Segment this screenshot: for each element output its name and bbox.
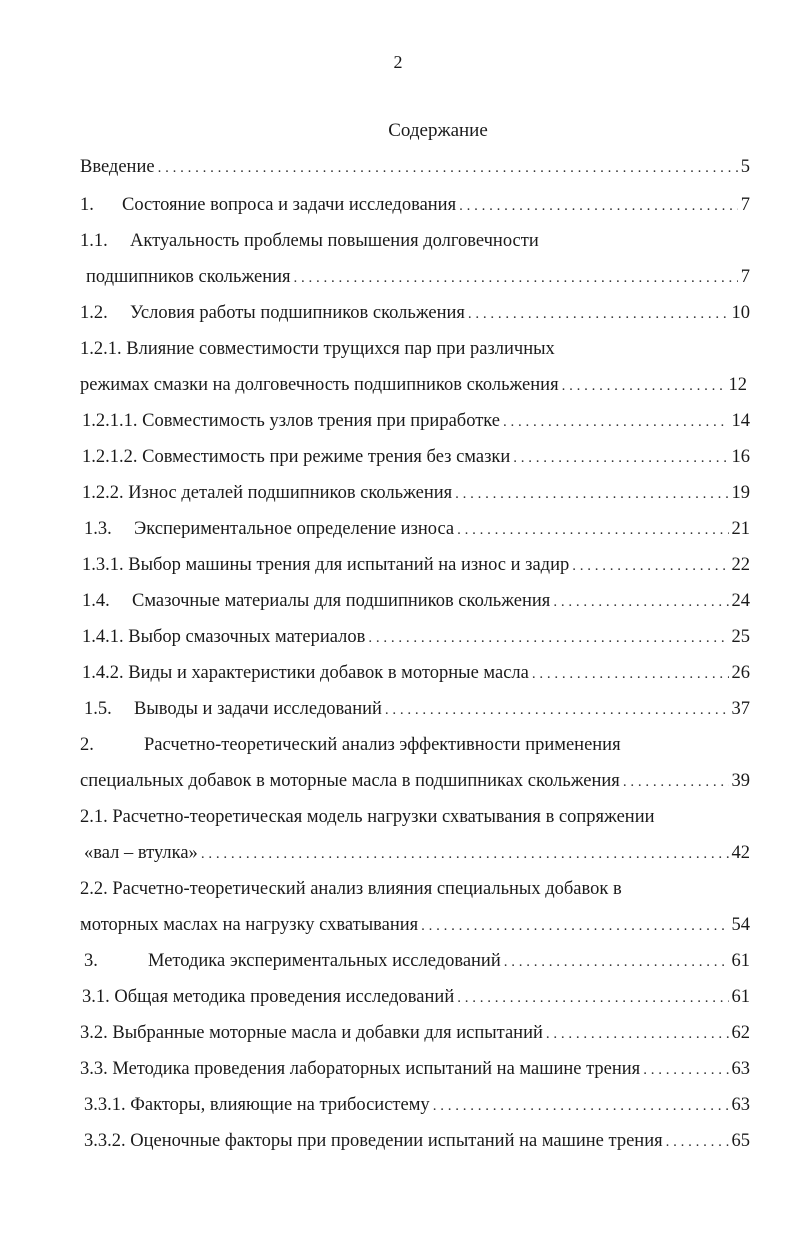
toc-leader-dots <box>643 1056 728 1082</box>
toc-entry-page: 19 <box>731 483 750 503</box>
toc-entry-page: 61 <box>731 951 750 971</box>
toc-entry-title: 3.3. Методика проведения лабораторных испытаний на машине трения <box>80 1059 641 1079</box>
toc-entry <box>84 516 750 542</box>
toc-entry <box>84 948 750 974</box>
toc-entry <box>80 1056 750 1082</box>
toc-entry-title: 1.2.1.1. Совместимость узлов трения при приработке <box>82 411 501 431</box>
toc-leader-dots <box>546 1020 729 1046</box>
toc-leader-dots <box>158 154 738 180</box>
toc-entry-number: 1. <box>80 195 94 215</box>
toc-entry <box>80 300 750 326</box>
toc-entry-page: 7 <box>740 195 750 215</box>
toc-leader-dots <box>504 948 729 974</box>
toc-leader-dots <box>572 552 728 578</box>
toc-entry <box>82 984 750 1010</box>
toc-entry <box>80 372 747 398</box>
toc-entry-title: моторных маслах на нагрузку схватывания <box>80 915 419 935</box>
page-number: 2 <box>393 52 403 72</box>
toc-leader-dots <box>532 660 729 686</box>
toc-entry-title: 2.2. Расчетно-теоретический анализ влияния специальных добавок в <box>80 879 622 899</box>
toc-leader-dots <box>368 624 728 650</box>
toc-entry <box>80 804 750 830</box>
toc-entry-title: «вал – втулка» <box>84 843 198 863</box>
toc-entry <box>80 336 750 362</box>
toc-entry-title: Актуальность проблемы повышения долговечности <box>130 231 539 251</box>
toc-entry-title: Методика экспериментальных исследований <box>148 951 501 971</box>
toc-entry <box>80 228 750 254</box>
toc-entry-title: специальных добавок в моторные масла в подшипниках скольжения <box>80 771 620 791</box>
toc-leader-dots <box>294 264 738 290</box>
toc-entry-title: Экспериментальное определение износа <box>134 519 455 539</box>
toc-entry-number: 1.5. <box>84 699 112 719</box>
toc-leader-dots <box>468 300 729 326</box>
toc-entry-title: Условия работы подшипников скольжения <box>130 303 465 323</box>
toc-entry-page: 37 <box>731 699 750 719</box>
toc-entry-page: 24 <box>731 591 750 611</box>
toc-entry-title: 3.2. Выбранные моторные масла и добавки для испытаний <box>80 1023 543 1043</box>
toc-entry <box>80 732 750 758</box>
toc-entry <box>82 588 750 614</box>
toc-entry <box>84 840 750 866</box>
toc-entry-number: 1.4. <box>82 591 110 611</box>
toc-entry-title: 1.2.1.2. Совместимость при режиме трения без смазки <box>82 447 511 467</box>
toc-entry-title: 2.1. Расчетно-теоретическая модель нагрузки схватывания в сопряжении <box>80 807 655 827</box>
toc-entry-page: 63 <box>731 1059 750 1079</box>
toc-entry-title: Смазочные материалы для подшипников скольжения <box>132 591 551 611</box>
toc-entry <box>84 1128 750 1154</box>
toc-leader-dots <box>513 444 728 470</box>
toc-leader-dots <box>553 588 728 614</box>
toc-entry-page: 16 <box>731 447 750 467</box>
toc-entry-page: 12 <box>728 375 747 395</box>
toc-entry-number: 3. <box>84 951 98 971</box>
toc-entry-title: 1.2.1. Влияние совместимости трущихся пар при различных <box>80 339 555 359</box>
toc-entry-page: 14 <box>731 411 750 431</box>
toc-leader-dots <box>455 480 728 506</box>
toc-entry-page: 42 <box>731 843 750 863</box>
toc-entry-number: 2. <box>80 735 94 755</box>
toc-entry-title: 1.4.1. Выбор смазочных материалов <box>82 627 366 647</box>
toc-entry-title: 3.1. Общая методика проведения исследований <box>82 987 455 1007</box>
toc-entry-title: 3.3.2. Оценочные факторы при проведении испытаний на машине трения <box>84 1131 663 1151</box>
toc-leader-dots <box>421 912 728 938</box>
toc-leader-dots <box>503 408 728 434</box>
toc-entry <box>80 876 750 902</box>
toc-entry-title: Расчетно-теоретический анализ эффективности применения <box>144 735 621 755</box>
toc-leader-dots <box>623 768 729 794</box>
toc-entry-page: 5 <box>740 157 750 177</box>
toc-entry <box>80 154 750 180</box>
toc-leader-dots <box>562 372 726 398</box>
toc-entry-title: Введение <box>80 157 155 177</box>
table-of-contents <box>0 150 796 1150</box>
toc-entry <box>82 624 750 650</box>
toc-entry-title: 1.3.1. Выбор машины трения для испытаний на износ и задир <box>82 555 570 575</box>
toc-entry <box>80 768 750 794</box>
toc-entry-page: 61 <box>731 987 750 1007</box>
toc-entry <box>84 1092 750 1118</box>
toc-entry <box>86 264 750 290</box>
toc-entry-page: 62 <box>731 1023 750 1043</box>
toc-leader-dots <box>457 984 728 1010</box>
toc-entry-number: 1.1. <box>80 231 108 251</box>
toc-entry-page: 54 <box>731 915 750 935</box>
toc-entry <box>82 660 750 686</box>
toc-entry-number: 1.3. <box>84 519 112 539</box>
toc-entry <box>84 696 750 722</box>
toc-leader-dots <box>201 840 729 866</box>
toc-entry <box>82 552 750 578</box>
toc-entry-page: 25 <box>731 627 750 647</box>
toc-entry-number: 1.2. <box>80 303 108 323</box>
toc-leader-dots <box>433 1092 729 1118</box>
toc-entry <box>80 912 750 938</box>
toc-entry-page: 10 <box>731 303 750 323</box>
toc-entry-page: 7 <box>740 267 750 287</box>
toc-entry-title: подшипников скольжения <box>86 267 291 287</box>
toc-entry-title: 3.3.1. Факторы, влияющие на трибосистему <box>84 1095 430 1115</box>
toc-entry-title: Состояние вопроса и задачи исследования <box>122 195 457 215</box>
toc-entry-page: 63 <box>731 1095 750 1115</box>
toc-entry <box>80 1020 750 1046</box>
toc-entry <box>82 480 750 506</box>
toc-entry <box>80 192 750 218</box>
toc-leader-dots <box>457 516 728 542</box>
toc-leader-dots <box>385 696 729 722</box>
toc-entry-title: режимах смазки на долговечность подшипников скольжения <box>80 375 559 395</box>
toc-leader-dots <box>459 192 738 218</box>
toc-entry-title: 1.4.2. Виды и характеристики добавок в моторные масла <box>82 663 529 683</box>
toc-entry-page: 21 <box>731 519 750 539</box>
toc-entry <box>82 408 750 434</box>
toc-entry-page: 26 <box>731 663 750 683</box>
toc-entry-page: 65 <box>731 1131 750 1151</box>
toc-entry-title: Выводы и задачи исследований <box>134 699 382 719</box>
toc-entry-page: 39 <box>731 771 750 791</box>
toc-entry-page: 22 <box>731 555 750 575</box>
toc-leader-dots <box>666 1128 729 1154</box>
toc-entry <box>82 444 750 470</box>
toc-entry-title: 1.2.2. Износ деталей подшипников скольжения <box>82 483 453 503</box>
page-title: Содержание <box>388 120 488 141</box>
